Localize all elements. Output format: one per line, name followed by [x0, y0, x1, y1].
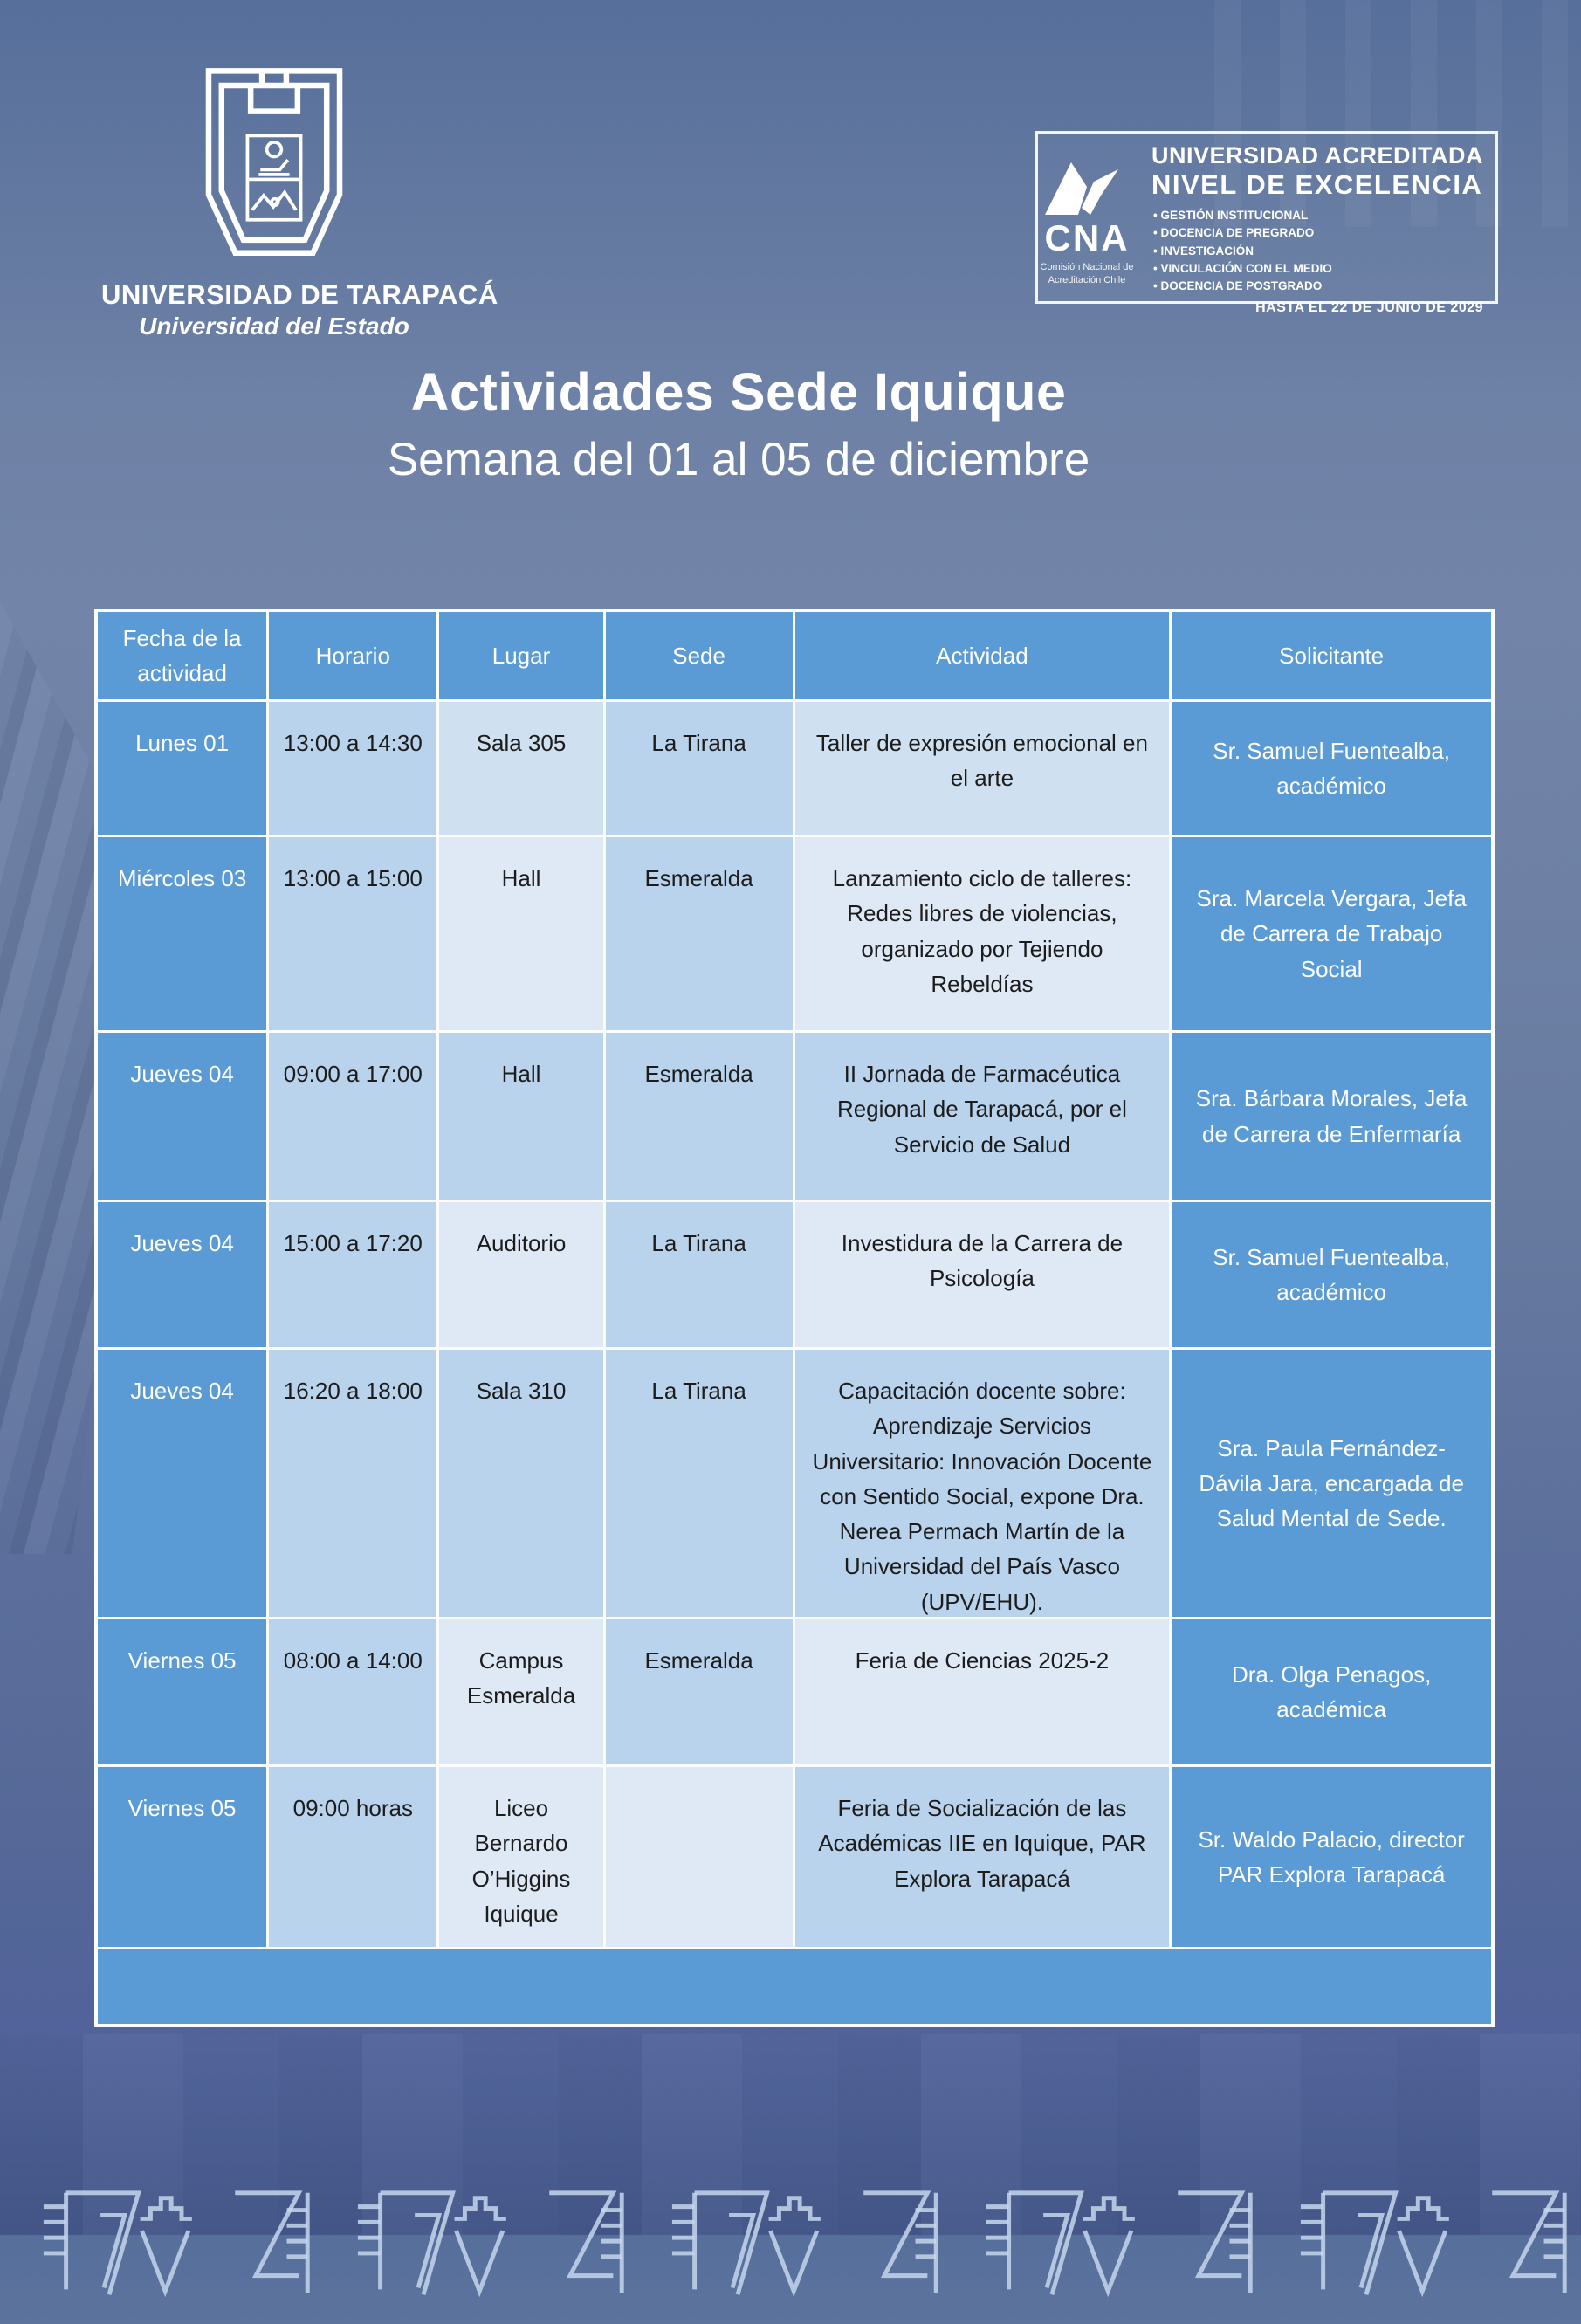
- column-header: Lugar: [439, 612, 602, 699]
- uta-pattern-icon: [38, 2176, 323, 2322]
- cell-lugar: Campus Esmeralda: [439, 1619, 602, 1764]
- cell-lugar: Hall: [439, 837, 602, 1030]
- cell-solicitante: Sr. Samuel Fuentealba, académico: [1172, 702, 1491, 835]
- cell-fecha: Jueves 04: [98, 1033, 266, 1200]
- university-tagline: Universidad del Estado: [139, 313, 409, 340]
- cell-fecha: Jueves 04: [98, 1202, 266, 1347]
- schedule-table: [94, 609, 1495, 2027]
- cell-horario: 08:00 a 14:00: [269, 1619, 436, 1764]
- cell-sede: Esmeralda: [606, 837, 793, 1030]
- cell-horario: 09:00 horas: [269, 1767, 436, 1947]
- accreditation-areas: [1153, 207, 1483, 295]
- column-header: Sede: [606, 612, 793, 699]
- cell-solicitante: Sr. Waldo Palacio, director PAR Explora Tarapacá: [1172, 1767, 1491, 1947]
- cell-sede: Esmeralda: [606, 1033, 793, 1200]
- uta-shield-icon: [197, 58, 351, 267]
- cell-actividad: Investidura de la Carrera de Psicología: [795, 1202, 1170, 1347]
- cell-actividad: Capacitación docente sobre: Aprendizaje Servicios Universitario: Innovación Docente con Sentido Social, expone Dra. Nerea Permach Martín de la Universidad del País Vasco (UPV/EHU).: [795, 1350, 1170, 1617]
- column-header: Actividad: [795, 612, 1170, 699]
- cell-sede: [606, 1767, 793, 1947]
- cna-acronym: CNA: [1044, 217, 1130, 259]
- column-header: Horario: [269, 612, 436, 699]
- cell-fecha: Viernes 05: [98, 1619, 266, 1764]
- column-header: Solicitante: [1172, 612, 1491, 699]
- cell-fecha: Miércoles 03: [98, 837, 266, 1030]
- uta-pattern-icon: [667, 2176, 952, 2322]
- cell-solicitante: Sra. Paula Fernández-Dávila Jara, encargada de Salud Mental de Sede.: [1172, 1350, 1491, 1617]
- cell-sede: La Tirana: [606, 1350, 793, 1617]
- university-name: UNIVERSIDAD DE TARAPACÁ: [101, 279, 498, 310]
- cell-sede: La Tirana: [606, 1202, 793, 1347]
- cna-logo-icon: [1038, 152, 1136, 218]
- footer-pattern-band: [0, 2176, 1581, 2324]
- cna-accreditation-badge: [1035, 131, 1498, 316]
- cell-fecha: Viernes 05: [98, 1767, 266, 1947]
- cna-caption: Comisión Nacional de Acreditación Chile: [1040, 262, 1134, 285]
- cell-horario: 13:00 a 15:00: [269, 837, 436, 1030]
- cell-fecha: Jueves 04: [98, 1350, 266, 1617]
- table-footer-row: [98, 1949, 1491, 2024]
- cna-logo-block: [1038, 134, 1136, 301]
- cell-lugar: Auditorio: [439, 1202, 602, 1347]
- cell-solicitante: Sra. Bárbara Morales, Jefa de Carrera de Enfermaría: [1172, 1033, 1491, 1200]
- uta-pattern-icon: [353, 2176, 637, 2322]
- accreditation-area-item: • DOCENCIA DE PREGRADO: [1153, 224, 1483, 242]
- cell-horario: 09:00 a 17:00: [269, 1033, 436, 1200]
- accreditation-area-item: • VINCULACIÓN CON EL MEDIO: [1153, 260, 1483, 278]
- cell-horario: 16:20 a 18:00: [269, 1350, 436, 1617]
- cell-lugar: Liceo Bernardo O’Higgins Iquique: [439, 1767, 602, 1947]
- column-header: Fecha de la actividad: [98, 612, 266, 699]
- accreditation-area-item: • INVESTIGACIÓN: [1153, 243, 1483, 260]
- uta-pattern-icon: [1296, 2176, 1580, 2322]
- cell-actividad: Lanzamiento ciclo de talleres: Redes libres de violencias, organizado por Tejiendo Rebeldías: [795, 837, 1170, 1030]
- accreditation-valid-until: HASTA EL 22 DE JUNIO DE 2029: [1255, 300, 1484, 316]
- page-subtitle: Semana del 01 al 05 de diciembre: [387, 434, 1090, 485]
- cell-sede: La Tirana: [606, 702, 793, 835]
- uta-pattern-icon: [981, 2176, 1266, 2322]
- cell-actividad: Feria de Ciencias 2025-2: [795, 1619, 1170, 1764]
- accreditation-line1: UNIVERSIDAD ACREDITADA: [1151, 142, 1484, 168]
- cell-lugar: Sala 305: [439, 702, 602, 835]
- cell-solicitante: Dra. Olga Penagos, académica: [1172, 1619, 1491, 1764]
- cell-actividad: Feria de Socialización de las Académicas IIE en Iquique, PAR Explora Tarapacá: [795, 1767, 1170, 1947]
- cell-solicitante: Sra. Marcela Vergara, Jefa de Carrera de Trabajo Social: [1172, 837, 1491, 1030]
- accreditation-line2: NIVEL DE EXCELENCIA: [1151, 169, 1483, 200]
- page-title: Actividades Sede Iquique: [410, 362, 1067, 422]
- cell-lugar: Hall: [439, 1033, 602, 1200]
- cell-lugar: Sala 310: [439, 1350, 602, 1617]
- accreditation-area-item: • GESTIÓN INSTITUCIONAL: [1153, 207, 1483, 224]
- cell-fecha: Lunes 01: [98, 702, 266, 835]
- cell-actividad: Taller de expresión emocional en el arte: [795, 702, 1170, 835]
- cell-horario: 15:00 a 17:20: [269, 1202, 436, 1347]
- cell-horario: 13:00 a 14:30: [269, 702, 436, 835]
- cell-solicitante: Sr. Samuel Fuentealba, académico: [1172, 1202, 1491, 1347]
- cell-actividad: II Jornada de Farmacéutica Regional de Tarapacá, por el Servicio de Salud: [795, 1033, 1170, 1200]
- accreditation-area-item: • DOCENCIA DE POSTGRADO: [1153, 278, 1483, 295]
- university-logo: [101, 58, 498, 340]
- cell-sede: Esmeralda: [606, 1619, 793, 1764]
